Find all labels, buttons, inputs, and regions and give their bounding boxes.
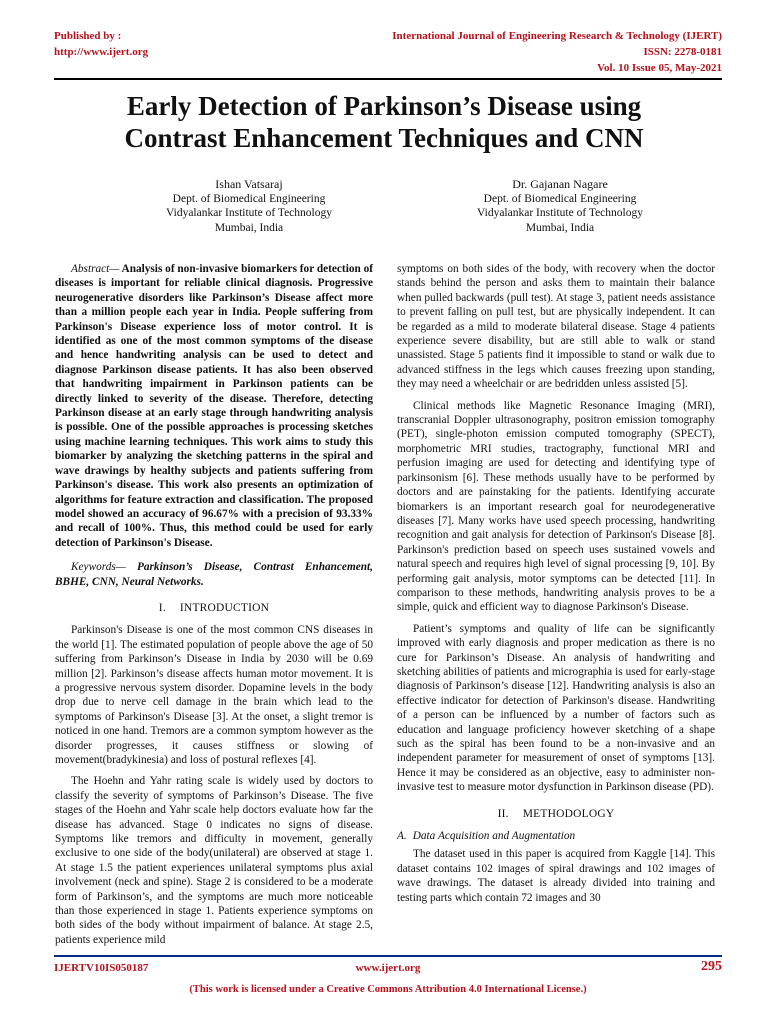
header-divider (54, 78, 722, 80)
left-column (55, 262, 373, 954)
author-institute: Vidyalankar Institute of Technology (477, 207, 643, 219)
paragraph: The dataset used in this paper is acquired from Kaggle [14]. This dataset contains 102 images of spiral drawings and 102 images of wave drawings. The dataset is already divided into training and testing parts which contain 72 images and 30 (397, 848, 715, 904)
author-institute: Vidyalankar Institute of Technology (166, 207, 332, 219)
publisher-block (54, 28, 148, 60)
section-title: INTRODUCTION (179, 601, 270, 614)
paper-title (40, 90, 728, 154)
page-number: 295 (701, 959, 722, 974)
paragraph: Parkinson's Disease is one of the most common CNS diseases in the world [1]. The estimated population of people above the age of 50 suffering from Parkinson’s Disease in India by 2030 will be 0.69 million [2]. Parkinson’s disease affects human motor movement. It is a progressive nervous system disorder. Dopamine levels in the body drop due to nerve cell damage in the brain which lead to the symptoms of Parkinson's Disease [3]. At the onset, a slight tremor is noticed in one hand. Tremors are a common symptom however as the disorder progresses, it causes stiffness or slowing of movement(bradykinesia) and loss of postural reflexes [4]. (55, 624, 373, 766)
section-number: I. (158, 601, 166, 614)
section-title: METHODOLOGY (522, 807, 615, 820)
author-dept: Dept. of Biomedical Engineering (172, 192, 326, 205)
footer-url-link[interactable]: www.ijert.org (355, 962, 421, 974)
published-by: Published by : (54, 30, 122, 42)
keywords-text: Parkinson’s Disease, Contrast Enhancement, BBHE, CNN, Neural Networks. (55, 561, 373, 588)
author-2 (430, 177, 690, 235)
journal-volume: Vol. 10 Issue 05, May-2021 (597, 62, 722, 74)
section-heading-introduction (55, 601, 373, 615)
abstract (55, 262, 373, 550)
journal-block (392, 28, 722, 76)
footer-divider (54, 955, 722, 957)
author-city: Mumbai, India (214, 221, 284, 234)
license-note: (This work is licensed under a Creative Commons Attribution 4.0 International License.) (189, 984, 587, 995)
section-number: II. (497, 807, 509, 820)
author-1 (119, 177, 379, 235)
author-name: Ishan Vatsaraj (215, 177, 283, 191)
title-line-1: Early Detection of Parkinson’s Disease using (126, 91, 642, 121)
abstract-text: Analysis of non-invasive biomarkers for detection of diseases is important for reliable clinical diagnosis. Progressive neurogenerative disorders like Parkinson’s Disease affect more than a million people each year in India. People suffering from Parkinson's Disease experience loss of motor control. It is identified as one of the most common symptoms of the disease and hence handwriting analysis can be used to detect and diagnose Parkinson disease patients. It has also been observed that handwriting impairment in Parkinson patients can be directly linked to severity of the disease. Therefore, detecting Parkinson disease at an early stage through handwriting analysis is possible. One of the possible approaches is processing sketches using machine learning techniques. This work aims to study this biomarker by analyzing the sketching patterns in the spiral and wave drawings by healthy subjects and patients suffering from Parkinson's disease. This work also presents an optimization of algorithms for feature extraction and classification. The proposed model showed an accuracy of 96.67% with a precision of 93.33% and recall of 100%. Thus, this method could be used for early detection of Parkinson's Disease. (55, 263, 373, 549)
page-header (54, 28, 722, 74)
paragraph: The Hoehn and Yahr rating scale is widely used by doctors to classify the severity of symptoms of Parkinson’s Disease. The five stages of the Hoehn and Yahr scale help doctors evaluate how far the disease has advanced. Stage 0 indicates no signs of disease. Symptoms like tremors and difficulty in movement, generally exclusive to one side of the body(unilateral) are observed at stage 1. At stage 1.5 the patient experiences unilateral symptoms plus axial involvement (neck and spine). Stage 2 is considered to be a moderate form of Parkinson’s, and the symptoms are much more noticeable than those experienced in stage 1. Patients experience symptoms on both sides of the body without impairment of balance. At stage 2.5, patients experience mild (55, 775, 373, 946)
author-city: Mumbai, India (525, 221, 595, 234)
subsection-heading (397, 829, 715, 843)
right-column (397, 262, 715, 912)
title-line-2: Contrast Enhancement Techniques and CNN (124, 123, 644, 153)
journal-name: International Journal of Engineering Research & Technology (IJERT) (392, 30, 722, 42)
page-footer (54, 959, 722, 1002)
keywords (55, 560, 373, 589)
paper-id: IJERTV10IS050187 (54, 962, 149, 974)
subsection-title: Data Acquisition and Augmentation (412, 830, 576, 843)
section-heading-methodology (397, 807, 715, 821)
paragraph: Patient’s symptoms and quality of life can be significantly improved with early diagnosis and proper medication as there is no cure for Parkinson’s Disease. An analysis of handwriting and sketching abilities of patients and micrographia is used for early-stage diagnosis of Parkinson’s disease [12]. Handwriting analysis is also an effective indicator for detection of Parkinson's disease. Handwriting of a person can be influenced by a number of factors such as education and language proficiency however sketching of a shape such as the spiral has been found to be a non-invasive and an independent parameter for measurement of onset of symptoms [13]. Hence it may be considered as an objective, easy to administer non-invasive test to measure motor dysfunction in Parkinson disease (PD). (397, 622, 715, 794)
publisher-url-link[interactable]: http://www.ijert.org (54, 46, 149, 58)
journal-issn: ISSN: 2278-0181 (643, 46, 722, 58)
keywords-lead: Keywords— (71, 561, 126, 574)
author-dept: Dept. of Biomedical Engineering (483, 192, 637, 205)
author-name: Dr. Gajanan Nagare (512, 177, 608, 191)
paragraph: symptoms on both sides of the body, with recovery when the doctor stands behind the person and asks them to maintain their balance when pulled backwards (pull test). At stage 3, patient needs assistance to prevent falling on pull test, but are physically independent. It can be regarded as a mild to moderate bilateral disease. Stage 4 patients experience severe disability, but are still able to walk or stand unassisted. Stage 5 patients find it impossible to stand or walk due to advanced stiffness in the legs which causes freezing upon standing, they may need a wheelchair or are bedridden unless assisted [5]. (397, 263, 715, 391)
abstract-lead: Abstract— (71, 263, 120, 275)
subsection-number: A. (397, 830, 407, 843)
paragraph: Clinical methods like Magnetic Resonance Imaging (MRI), transcranial Doppler ultrasonography, positron emission tomography (PET), single-photon emission computed tomography (SPECT), morphometric MRI studies, tractography, functional MRI and perfusion imaging are used for detecting and identifying type of parkinsonism [6]. These methods usually have to be performed by doctors and are painstaking for the patients. Identifying accurate biomarkers is an important research goal for neurodegenerative diseases [7]. Many works have used speech processing, handwriting recognition and gait analysis for detection of Parkinson's Disease [8]. Parkinson's prediction based on speech uses sustained vowels and natural speech and requires high level of signal processing [9, 10]. By performing gait analysis, motor symptoms can be detected [11]. In comparison to these methods, handwriting analysis proves to be a simple, quick and efficient way to diagnose Parkinson's Disease. (397, 399, 715, 614)
